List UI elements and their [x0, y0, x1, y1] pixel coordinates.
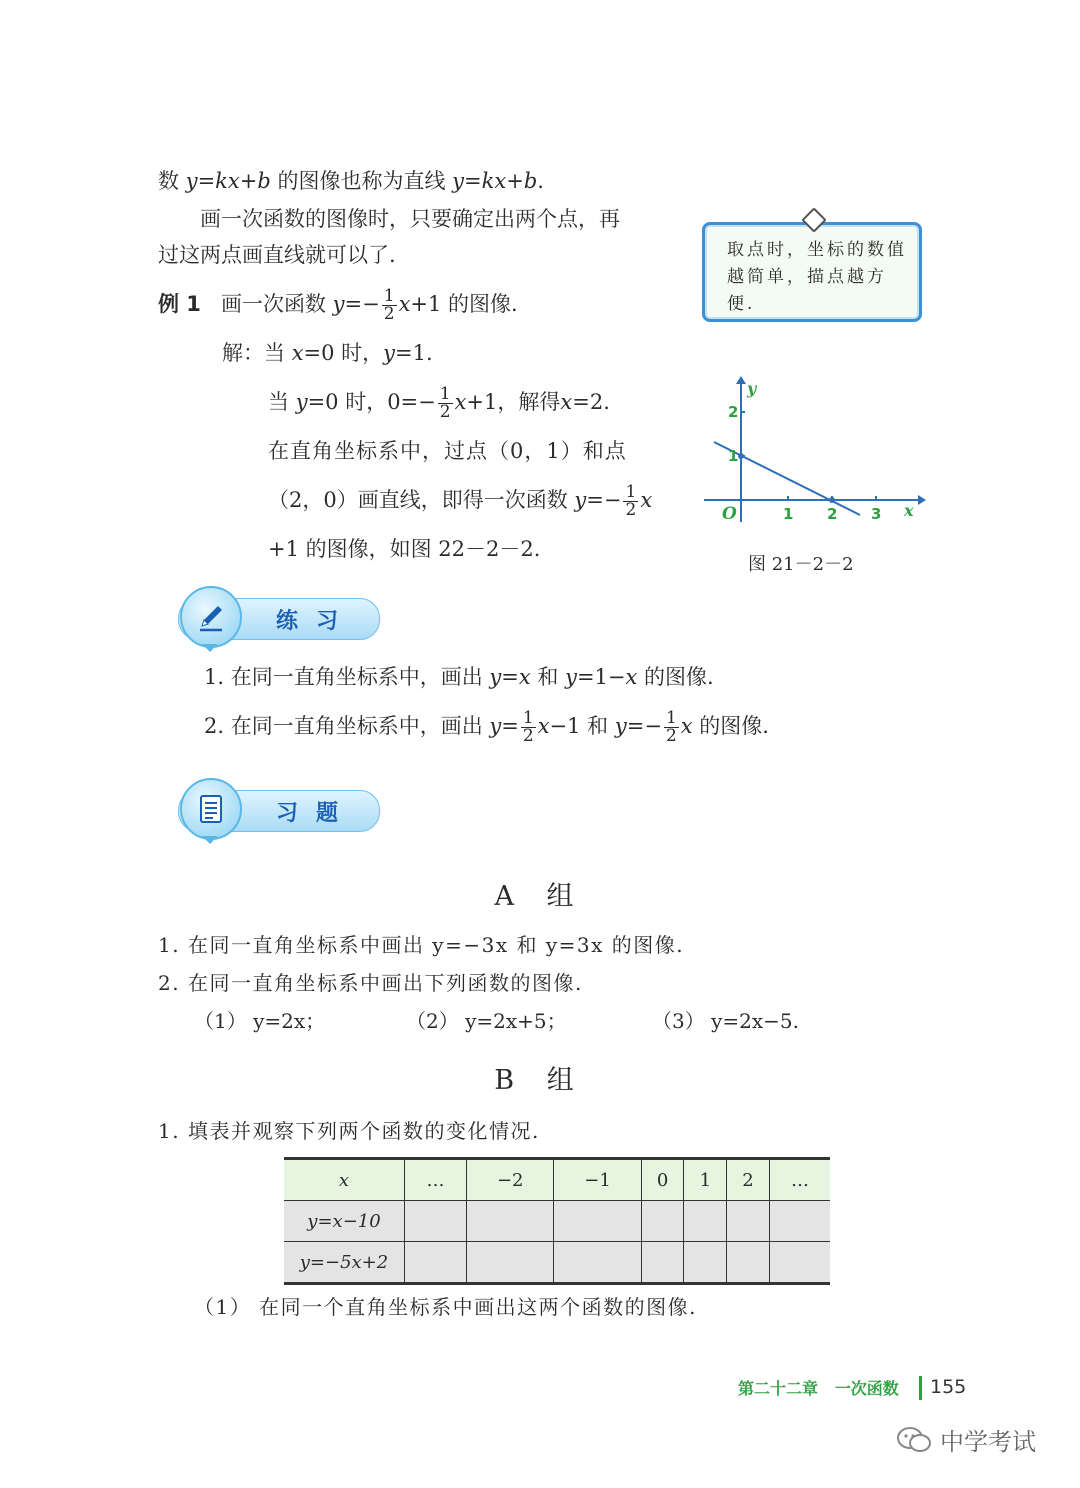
table-cell-blank[interactable]: [641, 1242, 684, 1284]
chapter-topic: 一次函数: [834, 1379, 899, 1398]
table-row-label: y=x−10: [284, 1201, 405, 1242]
tick-label-y-1: 1: [728, 447, 739, 465]
table-cell-blank[interactable]: [769, 1242, 830, 1284]
table-header-cell: x: [284, 1159, 405, 1201]
value-table: [284, 1157, 830, 1285]
table-cell-blank[interactable]: [467, 1201, 554, 1242]
y-axis-arrow: [736, 376, 746, 384]
point-0-1: [738, 453, 744, 459]
table-cell-blank[interactable]: [405, 1201, 467, 1242]
footer-chapter: [738, 1376, 899, 1399]
tick-label-x-3: 3: [871, 505, 882, 523]
watermark: [896, 1422, 1036, 1457]
fraction: $\frac{1}{2}$: [625, 482, 637, 520]
tick-label-x-2: 2: [827, 505, 838, 523]
table-cell-blank[interactable]: [554, 1242, 641, 1284]
group-a-title: A 组: [494, 881, 586, 912]
table-cell-blank[interactable]: [769, 1201, 830, 1242]
table-header-cell: 0: [641, 1159, 684, 1201]
practice-question-1: 1. 在同一直角坐标系中，画出 y=x 和 y=1−x 的图像.: [204, 665, 714, 689]
group-b-title: B 组: [494, 1065, 586, 1096]
table-header-cell: −1: [554, 1159, 641, 1201]
page-number: 155: [930, 1376, 967, 1398]
table-header-cell: …: [769, 1159, 830, 1201]
solution-line-2: 当 y=0 时，0=− $\frac{1}{2}$ x+1，解得x=2.: [268, 384, 610, 422]
solution-line-1: 解：当 x=0 时，y=1.: [222, 341, 433, 365]
table-cell-blank[interactable]: [684, 1201, 727, 1242]
table-cell-blank[interactable]: [727, 1201, 770, 1242]
table-cell-blank[interactable]: [467, 1242, 554, 1284]
point-2-0: [829, 497, 835, 503]
solution-line-4: （2，0）画直线，即得一次函数 y=− $\frac{1}{2}$ x: [268, 482, 653, 520]
exercises-title: 习题: [276, 801, 357, 826]
para-line-1: 数 y=kx+b 的图像也称为直线 y=kx+b.: [158, 169, 544, 193]
pin-icon: [801, 207, 826, 232]
fraction: $\frac{1}{2}$: [383, 286, 395, 324]
watermark-text: 中学考试: [940, 1428, 1036, 1456]
exercise-a-2-2: （2） y=2x+5；: [406, 1009, 567, 1033]
fraction: $\frac{1}{2}$: [522, 708, 534, 746]
function-graph: [700, 372, 930, 532]
exercise-b-1: 1. 填表并观察下列两个函数的变化情况.: [158, 1119, 540, 1143]
table-row: [284, 1242, 830, 1284]
table-header-cell: 2: [727, 1159, 770, 1201]
tip-box: [702, 222, 922, 322]
tick-label-x-1: 1: [783, 505, 794, 523]
table-cell-blank[interactable]: [727, 1242, 770, 1284]
axis-label-x: x: [904, 501, 914, 520]
fraction: $\frac{1}{2}$: [665, 708, 677, 746]
table-row: [284, 1201, 830, 1242]
solution-line-3: 在直角坐标系中，过点（0，1）和点: [268, 439, 627, 463]
example-label: 例 1: [158, 292, 201, 316]
exercise-a-2: 2. 在同一直角坐标系中画出下列函数的图像.: [158, 971, 583, 995]
axis-label-y: y: [747, 379, 757, 398]
table-cell-blank[interactable]: [684, 1242, 727, 1284]
practice-title: 练习: [276, 609, 357, 634]
chapter-number: 第二十二章: [738, 1379, 819, 1398]
figure-caption: 图 21－2－2: [748, 554, 854, 575]
notepad-icon: [180, 778, 242, 840]
table-header-cell: 1: [684, 1159, 727, 1201]
practice-question-2: 2. 在同一直角坐标系中，画出 y= $\frac{1}{2}$ x−1 和 y=− $\frac{1}{2}$ x 的图像.: [204, 708, 769, 746]
x-axis-arrow: [918, 495, 926, 505]
fraction: $\frac{1}{2}$: [439, 384, 451, 422]
tip-text: 取点时，坐标的数值越简单，描点越方便.: [727, 240, 907, 314]
exercise-a-1: 1. 在同一直角坐标系中画出 y=−3x 和 y=3x 的图像.: [158, 933, 685, 957]
table-row-label: y=−5x+2: [284, 1242, 405, 1284]
para-line-2: 画一次函数的图像时，只要确定出两个点，再: [200, 207, 620, 231]
practice-banner: [158, 586, 380, 650]
exercise-b-1-1: （1） 在同一个直角坐标系中画出这两个函数的图像.: [194, 1295, 697, 1319]
table-header-cell: …: [405, 1159, 467, 1201]
exercise-a-2-1: （1） y=2x；: [194, 1009, 326, 1033]
solution-line-5: +1 的图像，如图 22－2－2.: [268, 537, 541, 561]
footer-divider: [919, 1376, 922, 1400]
exercise-a-2-3: （3） y=2x−5.: [652, 1009, 799, 1033]
tick-label-y-2: 2: [728, 403, 739, 421]
exercises-banner: [158, 778, 380, 842]
table-cell-blank[interactable]: [554, 1201, 641, 1242]
table-header-row: [284, 1159, 830, 1201]
pencil-icon: [180, 586, 242, 648]
example-line: 例 1 画一次函数 y=− $\frac{1}{2}$ x+1 的图像.: [158, 286, 518, 324]
table-header-cell: −2: [467, 1159, 554, 1201]
wechat-icon: [896, 1425, 932, 1455]
table-cell-blank[interactable]: [405, 1242, 467, 1284]
origin-label: O: [722, 504, 737, 524]
para-line-3: 过这两点画直线就可以了.: [158, 243, 396, 267]
table-cell-blank[interactable]: [641, 1201, 684, 1242]
